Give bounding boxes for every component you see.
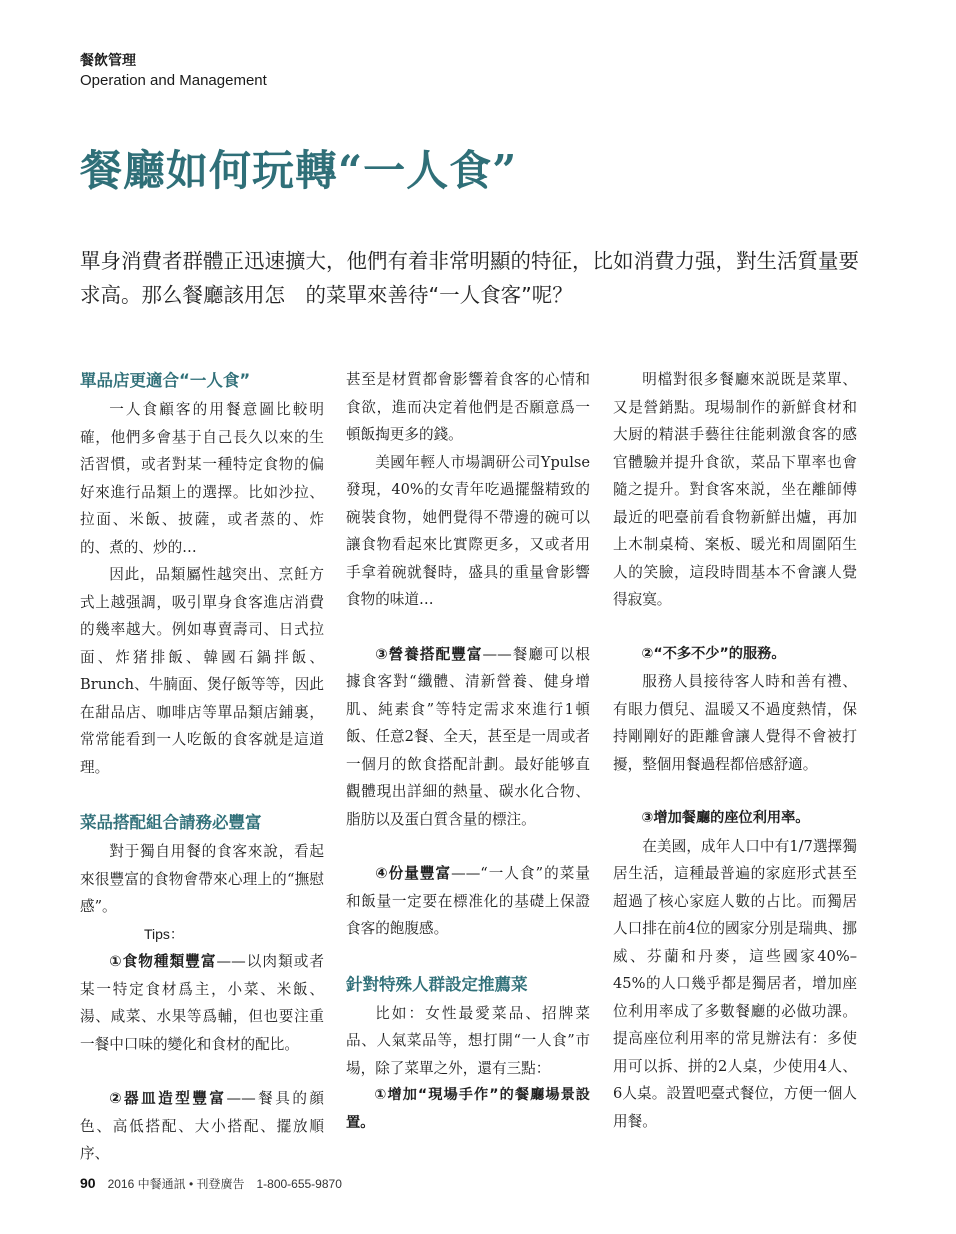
paragraph: 在美國，成年人口中有1/7選擇獨居生活，這種最普遍的家庭形式甚至超過了核心家庭人數的占比。而獨居人口排在前4位的國家分別是瑞典、挪威、芬蘭和丹麥，這些國家40%–45%的人口幾乎都是獨居者，增加座位利用率成了多數餐廳的必做功課。提高座位利用率的常見辦法有：多使用可以拆、拼的2人桌，少使用4人、6人桌。設置吧臺式餐位，方便一個人用餐。 <box>613 837 857 1130</box>
tip-title: ②器皿造型豐富 <box>109 1090 227 1107</box>
section-label-en: Operation and Management <box>80 72 267 89</box>
paragraph: 服務人員接待客人時和善有禮、有眼力價兒、温暖又不過度熱情，保持剛剛好的距離會讓人覺得不會被打擾，整個用餐過程都倍感舒適。 <box>613 673 857 773</box>
tip-item <box>80 948 324 1058</box>
section-label: 餐飲管理 <box>80 53 136 69</box>
tips-label: Tips： <box>144 925 184 942</box>
point-seat-utilization: ③增加餐廳的座位利用率。 <box>641 810 810 826</box>
tip-title: ④份量豐富 <box>375 865 452 882</box>
tip-body: ——餐具的顔色、高低搭配、大小搭配、擺放順序、 <box>80 1090 324 1162</box>
tip-item <box>346 641 590 834</box>
lead-paragraph: 單身消費者群體正迅速擴大，他們有着非常明顯的特征，比如消費力强，對生活質量要求高。那么餐廳該用怎 的菜單來善待“一人食客”呢？ <box>80 249 859 307</box>
footer-text: 2016 中餐通訊 • 刊登廣告 1-800-655-9870 <box>107 1177 342 1191</box>
tip-item <box>80 1085 324 1168</box>
column-1 <box>80 366 324 1168</box>
paragraph: 對于獨自用餐的食客來說，看起來很豐富的食物會帶來心理上的“撫慰感”。 <box>80 843 324 915</box>
paragraph: 一人食顧客的用餐意圖比較明確，他們多會基于自己長久以來的生活習慣，或者對某一種特定食物的偏好來進行品類上的選擇。比如沙拉、拉面、米飯、披薩，或者蒸的、炸的、煮的、炒的… <box>80 401 324 556</box>
page-number: 90 <box>80 1175 96 1191</box>
tip-title: ③營養搭配豐富 <box>375 645 483 663</box>
point-live-cooking: ①增加“現場手作”的餐廳場景設置。 <box>346 1087 590 1131</box>
footer <box>80 1175 342 1192</box>
subheading-rich-combos: 菜品搭配組合請務必豐富 <box>80 813 262 832</box>
point-service: ②“不多不少”的服務。 <box>641 645 786 662</box>
tip-item <box>346 860 590 943</box>
tip-body: ——餐廳可以根據食客對“纖體、清新營養、健身增肌、純素食”等特定需求來進行1頓飯、任意2餐、全天，甚至是一周或者一個月的飲食搭配計劃。最好能够直觀體現出詳細的熱量、碳水化合物、脂肪以及蛋白質含量的標注。 <box>346 645 590 828</box>
paragraph: 甚至是材質都會影響着食客的心情和食欲，進而决定着他們是否願意爲一頓飯掏更多的錢。 <box>346 371 590 443</box>
paragraph: 明檔對很多餐廳來説既是菜單、又是營銷點。現場制作的新鮮食材和大厨的精湛手藝往往能刺激食客的感官體驗并提升食欲，菜品下單率也會隨之提升。對食客來説，坐在離師傅最近的吧臺前看食物新鮮出爐，再加上木制桌椅、案板、暖光和周圍陌生人的笑臉，這段時間基本不會讓人覺得寂寞。 <box>613 371 857 608</box>
column-2 <box>346 366 590 1137</box>
tip-body: ——以肉類或者某一特定食材爲主，小菜、米飯、湯、咸菜、水果等爲輔，但也要注重一餐中口味的變化和食材的配比。 <box>80 953 324 1053</box>
tip-title: ①食物種類豐富 <box>109 953 217 970</box>
column-3 <box>613 366 857 1135</box>
subheading-recommended-dishes: 針對特殊人群設定推薦菜 <box>346 974 528 994</box>
paragraph: 比如：女性最愛菜品、招牌菜品、人氣菜品等，想打開“一人食”市場，除了菜單之外，還有三點： <box>346 1004 590 1077</box>
page-title: 餐廳如何玩轉“一人食” <box>80 146 518 195</box>
subheading-single-item-stores: 單品店更適合“一人食” <box>80 371 251 390</box>
tip-body: ——“一人食”的菜量和飯量一定要在標准化的基礎上保證食客的飽腹感。 <box>346 865 590 937</box>
paragraph: 美國年輕人市場調研公司Ypulse發現，40%的女青年吃過擺盤精致的碗裝食物，她們覺得不帶邊的碗可以讓食物看起來比實際更多，又或者用手拿着碗就餐時，盛具的重量會影響食物的味道… <box>346 453 590 608</box>
paragraph: 因此，品類屬性越突出、烹飪方式上越强調，吸引單身食客進店消費的幾率越大。例如專賣壽司、日式拉面、炸猪排飯、韓國石鍋拌飯、Brunch、牛腩面、煲仔飯等等，因此在甜品店、咖啡店等單品類店鋪裏，常常能看到一人吃飯的食客就是這道理。 <box>80 566 324 776</box>
